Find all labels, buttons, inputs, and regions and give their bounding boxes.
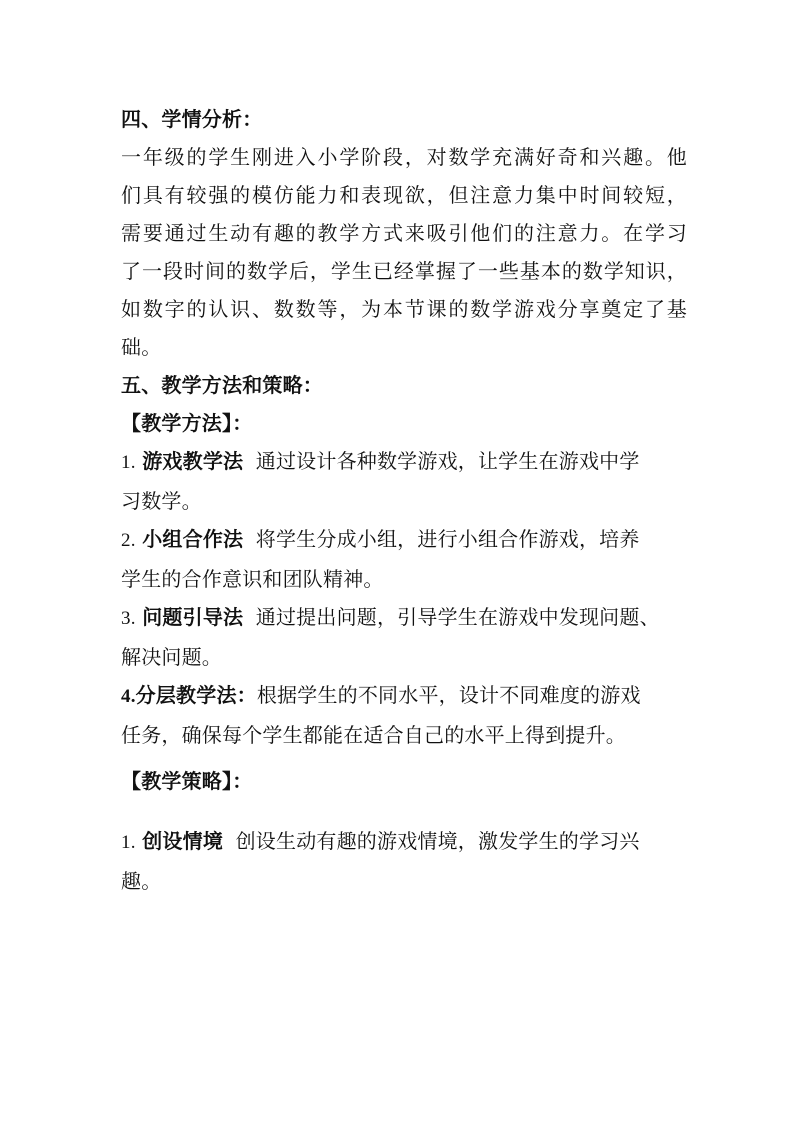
method-term: 游戏教学法 — [142, 449, 244, 473]
method-item — [121, 676, 687, 716]
spacer — [121, 800, 687, 822]
spacer — [121, 754, 687, 762]
method-description: 通过设计各种数学游戏，让学生在游戏中学 — [255, 449, 640, 473]
paragraph-line: 础。 — [121, 335, 162, 359]
strategy-term: 创设情境 — [142, 829, 224, 853]
method-continuation: 解决问题。 — [121, 645, 222, 669]
method-continuation: 习数学。 — [121, 489, 202, 513]
strategy-description: 创设生动有趣的游戏情境，激发学生的学习兴 — [235, 829, 640, 853]
strategy-heading: 【教学策略】： — [121, 769, 253, 793]
paragraph-line: 了一段时间的数学后，学生已经掌握了一些基本的数学知识， — [121, 259, 687, 283]
method-term: 小组合作法 — [142, 527, 244, 551]
document-content — [121, 100, 687, 900]
method-continuation: 学生的合作意识和团队精神。 — [121, 567, 384, 591]
method-description: 通过提出问题，引导学生在游戏中发现问题、 — [255, 605, 660, 629]
paragraph-line: 们具有较强的模仿能力和表现欲，但注意力集中时间较短， — [121, 183, 687, 207]
strategy-continuation: 趣。 — [121, 869, 162, 893]
section-heading-4: 四、学情分析： — [121, 107, 263, 131]
method-description: 根据学生的不同水平，设计不同难度的游戏 — [256, 683, 641, 707]
strategy-item — [121, 822, 687, 862]
paragraph-line: 一年级的学生刚进入小学阶段，对数学充满好奇和兴趣。他 — [121, 145, 687, 169]
method-continuation: 任务，确保每个学生都能在适合自己的水平上得到提升。 — [121, 723, 626, 747]
methods-heading: 【教学方法】： — [121, 411, 253, 435]
method-item — [121, 520, 687, 560]
method-description: 将学生分成小组，进行小组合作游戏，培养 — [255, 527, 640, 551]
list-number: 2. — [121, 530, 136, 551]
section-heading-5: 五、教学方法和策略： — [121, 373, 323, 397]
paragraph-line: 如数字的认识、数数等，为本节课的数学游戏分享奠定了基 — [121, 297, 687, 321]
list-number: 1. — [121, 452, 136, 473]
list-number: 1. — [121, 832, 136, 853]
list-number: 4. — [121, 686, 136, 707]
method-term: 分层教学法： — [135, 683, 257, 707]
paragraph-line: 需要通过生动有趣的教学方式来吸引他们的注意力。在学习 — [121, 221, 687, 245]
method-term: 问题引导法 — [142, 605, 244, 629]
list-number: 3. — [121, 608, 136, 629]
method-item — [121, 442, 687, 482]
method-item — [121, 598, 687, 638]
